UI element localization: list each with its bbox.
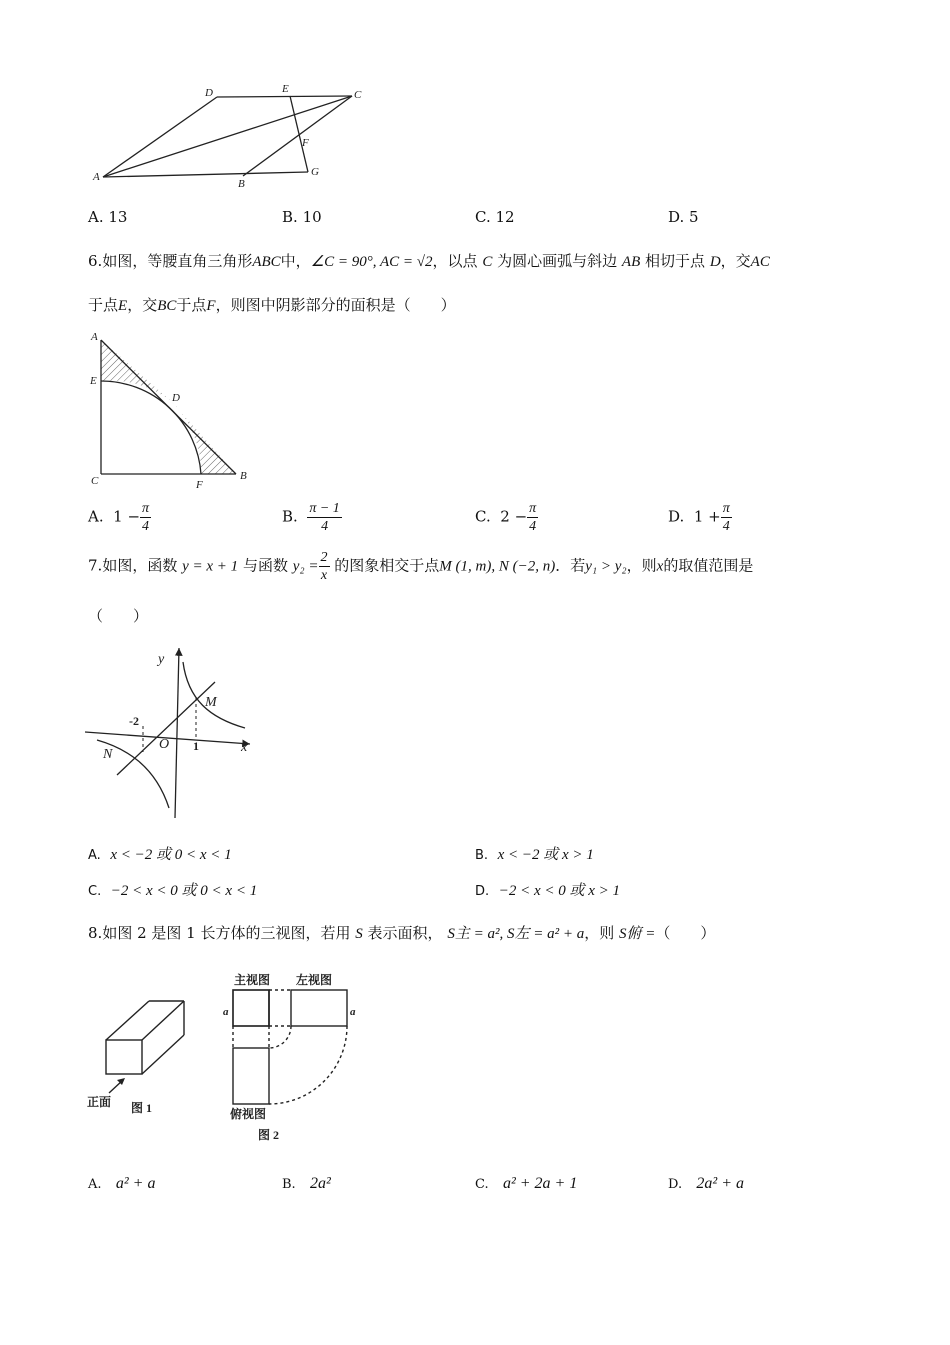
q5-option-d[interactable]	[668, 208, 699, 226]
q5-option-b[interactable]	[282, 208, 322, 226]
label-a: A	[91, 331, 98, 343]
label-e: E	[90, 375, 97, 387]
label-b: B	[238, 178, 245, 190]
label-x: x	[241, 740, 248, 755]
top-view-rect	[233, 1048, 269, 1104]
label-d: D	[205, 87, 213, 99]
label-main-view: 主视图	[234, 973, 271, 987]
q8-figure-1	[85, 995, 195, 1120]
q7-option-b[interactable]: B. x < −2 或 x > 1	[475, 847, 594, 863]
q6-option-b[interactable]: B. $\frac{\pi - 1}{4}$	[282, 501, 340, 534]
q7-option-d[interactable]: D. −2 < x < 0 或 x > 1	[475, 883, 621, 899]
q8-option-c[interactable]: C. a² + 2a + 1	[475, 1175, 578, 1192]
projection-arc-inner	[269, 1026, 291, 1048]
option-letter: A.	[88, 208, 104, 226]
edge-bc	[243, 96, 352, 176]
q8-option-b[interactable]: B. 2a²	[282, 1175, 331, 1192]
main-view-rect	[233, 990, 269, 1026]
q8-figure-2	[218, 968, 368, 1148]
q6-stem-line2: 于点E，交BC于点F，则图中阴影部分的面积是（ ）	[88, 296, 456, 314]
label-fig2: 图 2	[258, 1128, 280, 1142]
q6-figure	[85, 328, 260, 493]
label-a-right: a	[350, 1006, 356, 1018]
option-text: 12	[495, 208, 515, 226]
option-text: 13	[108, 208, 128, 226]
q6-stem-line1: 6.如图，等腰直角三角形ABC中，∠C = 90°, AC = √2，以点 C 为圆心画弧与斜边 AB 相切于点 D，交AC	[88, 252, 770, 270]
cuboid-edge	[106, 1001, 149, 1040]
label-b: B	[240, 470, 247, 482]
shaded-region-bottom	[171, 401, 236, 474]
main-view-left-square	[233, 990, 269, 1026]
q6-option-d[interactable]: D. 1 + $\frac{\pi}{4}$	[668, 501, 730, 534]
label-y: y	[158, 652, 165, 667]
q6-option-c[interactable]: C. 2 − $\frac{\pi}{4}$	[475, 501, 537, 534]
left-view-rect	[291, 990, 347, 1026]
q5-option-c[interactable]	[475, 208, 515, 226]
line-graph	[117, 682, 215, 775]
cuboid-edge	[142, 1035, 184, 1074]
label-front: 正面	[87, 1095, 112, 1109]
edge-dc	[217, 96, 352, 97]
arc-ef	[101, 381, 201, 474]
label-g: G	[311, 166, 319, 178]
tick-neg2: -2	[129, 714, 139, 728]
option-letter: C.	[475, 208, 491, 226]
label-a: A	[93, 171, 100, 183]
q5-figure	[80, 80, 380, 195]
shaded-region-top	[101, 340, 171, 401]
option-letter: D.	[668, 208, 685, 226]
label-c: C	[354, 89, 362, 101]
label-o: O	[159, 737, 170, 752]
diagonal-ac	[103, 96, 352, 177]
q7-figure	[85, 640, 265, 825]
option-text: 5	[689, 208, 699, 226]
label-n: N	[103, 747, 113, 762]
label-left-view: 左视图	[296, 973, 333, 987]
q8-stem: 8.如图 2 是图 1 长方体的三视图，若用 S 表示面积， S主 = a², S左 = a² + a，则 S俯 =（ ）	[88, 924, 716, 942]
cuboid-front-face	[106, 1040, 142, 1074]
q8-option-a[interactable]: A. a² + a	[88, 1175, 156, 1192]
label-m: M	[205, 695, 217, 710]
label-c: C	[91, 475, 99, 487]
q7-stem-line1: 7.如图，函数 y = x + 1 与函数 y₂ = $\frac{2}{x}$ 的图象相交于点M (1, m), N (−2, n)．若y₁ > y₂，则x的取值范围是	[88, 550, 754, 583]
edge-ag	[103, 172, 308, 177]
option-letter: B.	[282, 208, 298, 226]
label-f: F	[196, 479, 203, 491]
q7-answer-blank: （ ）	[88, 607, 149, 625]
option-text: 10	[302, 208, 322, 226]
label-f: F	[302, 137, 309, 149]
label-e: E	[282, 83, 289, 95]
tick-1: 1	[193, 739, 199, 753]
y-axis	[175, 648, 179, 818]
q7-option-a[interactable]: A. x < −2 或 0 < x < 1	[88, 847, 232, 863]
q8-option-d[interactable]: D. 2a² + a	[668, 1175, 744, 1192]
projection-arc-outer	[269, 1026, 347, 1104]
label-a-left: a	[223, 1006, 229, 1018]
q6-option-a[interactable]: A. 1 − $\frac{\pi}{4}$	[88, 501, 150, 534]
q5-option-a[interactable]	[88, 208, 127, 226]
label-top-view: 俯视图	[230, 1107, 267, 1121]
cuboid-edge	[142, 1001, 184, 1040]
q7-option-c[interactable]: C. −2 < x < 0 或 0 < x < 1	[88, 883, 258, 899]
edge-ad	[103, 97, 217, 177]
segment-eg	[290, 96, 308, 172]
label-fig1: 图 1	[131, 1101, 153, 1115]
label-d: D	[172, 392, 180, 404]
